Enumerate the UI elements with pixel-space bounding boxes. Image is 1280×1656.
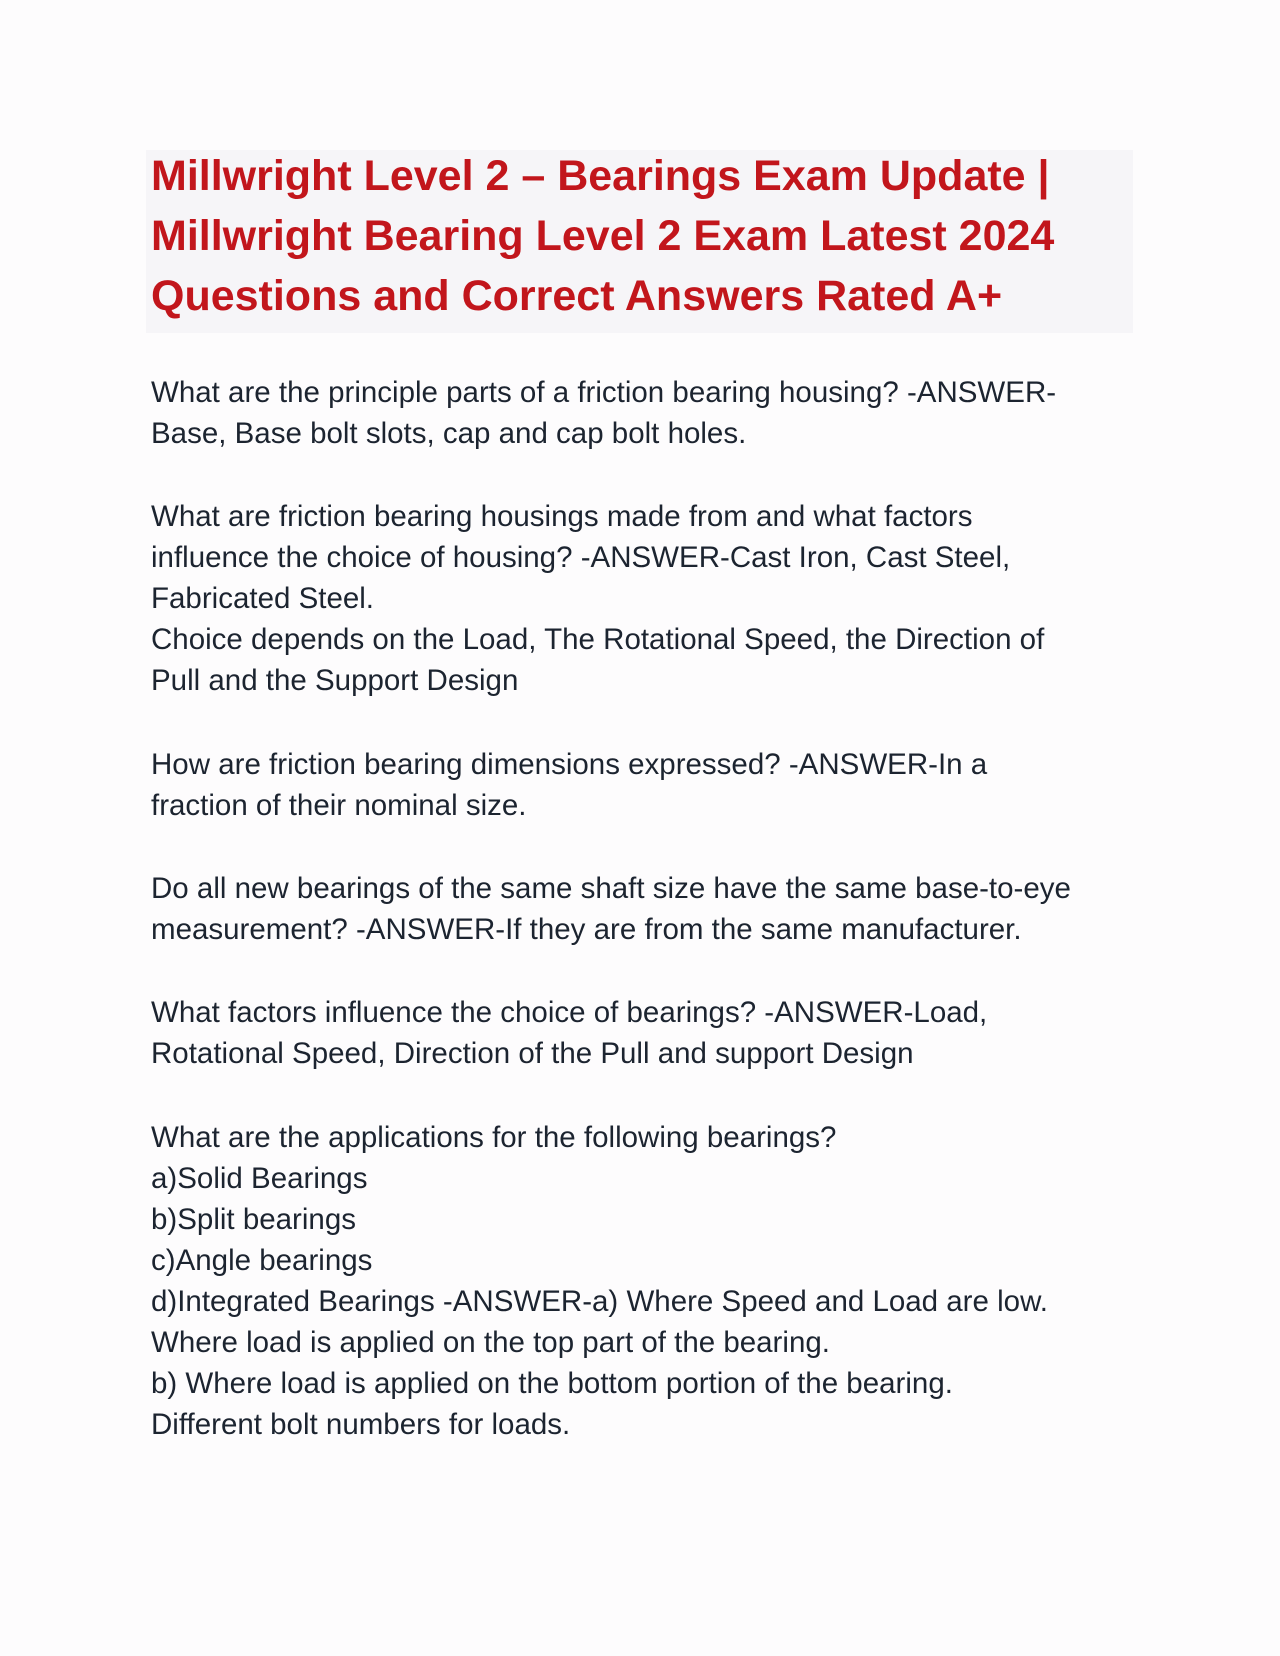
- question-option: a)Solid Bearings: [151, 1162, 368, 1195]
- answer-text: Where load is applied on the top part of the bearing.: [151, 1326, 830, 1359]
- answer-text: b) Where load is applied on the bottom portion of the bearing.: [151, 1367, 953, 1400]
- answer-text: Different bolt numbers for loads.: [151, 1408, 571, 1441]
- answer-text: measurement? -ANSWER-If they are from the same manufacturer.: [151, 913, 1022, 946]
- question-option: d)Integrated Bearings -ANSWER-a) Where Speed and Load are low.: [151, 1285, 1048, 1318]
- question-text: Do all new bearings of the same shaft size have the same base-to-eye: [151, 872, 1071, 905]
- answer-text: Pull and the Support Design: [151, 664, 519, 697]
- title-line: Millwright Level 2 – Bearings Exam Update |: [151, 152, 1050, 200]
- answer-text: Choice depends on the Load, The Rotational Speed, the Direction of: [151, 623, 1045, 656]
- question-text: What are the applications for the following bearings?: [151, 1121, 837, 1154]
- title-line: Questions and Correct Answers Rated A+: [151, 272, 1003, 320]
- question-text: What are friction bearing housings made from and what factors: [151, 500, 973, 533]
- question-option: b)Split bearings: [151, 1203, 356, 1236]
- question-text: What factors influence the choice of bearings? -ANSWER-Load,: [151, 996, 988, 1029]
- question-option: c)Angle bearings: [151, 1244, 373, 1277]
- answer-text: Base, Base bolt slots, cap and cap bolt holes.: [151, 417, 747, 450]
- answer-text: fraction of their nominal size.: [151, 789, 527, 822]
- title-line: Millwright Bearing Level 2 Exam Latest 2024: [151, 212, 1055, 260]
- question-text: What are the principle parts of a friction bearing housing? -ANSWER-: [151, 376, 1057, 409]
- answer-text: Fabricated Steel.: [151, 582, 375, 615]
- answer-text: Rotational Speed, Direction of the Pull and support Design: [151, 1037, 914, 1070]
- question-text: influence the choice of housing? -ANSWER-Cast Iron, Cast Steel,: [151, 541, 1011, 574]
- question-text: How are friction bearing dimensions expressed? -ANSWER-In a: [151, 748, 988, 781]
